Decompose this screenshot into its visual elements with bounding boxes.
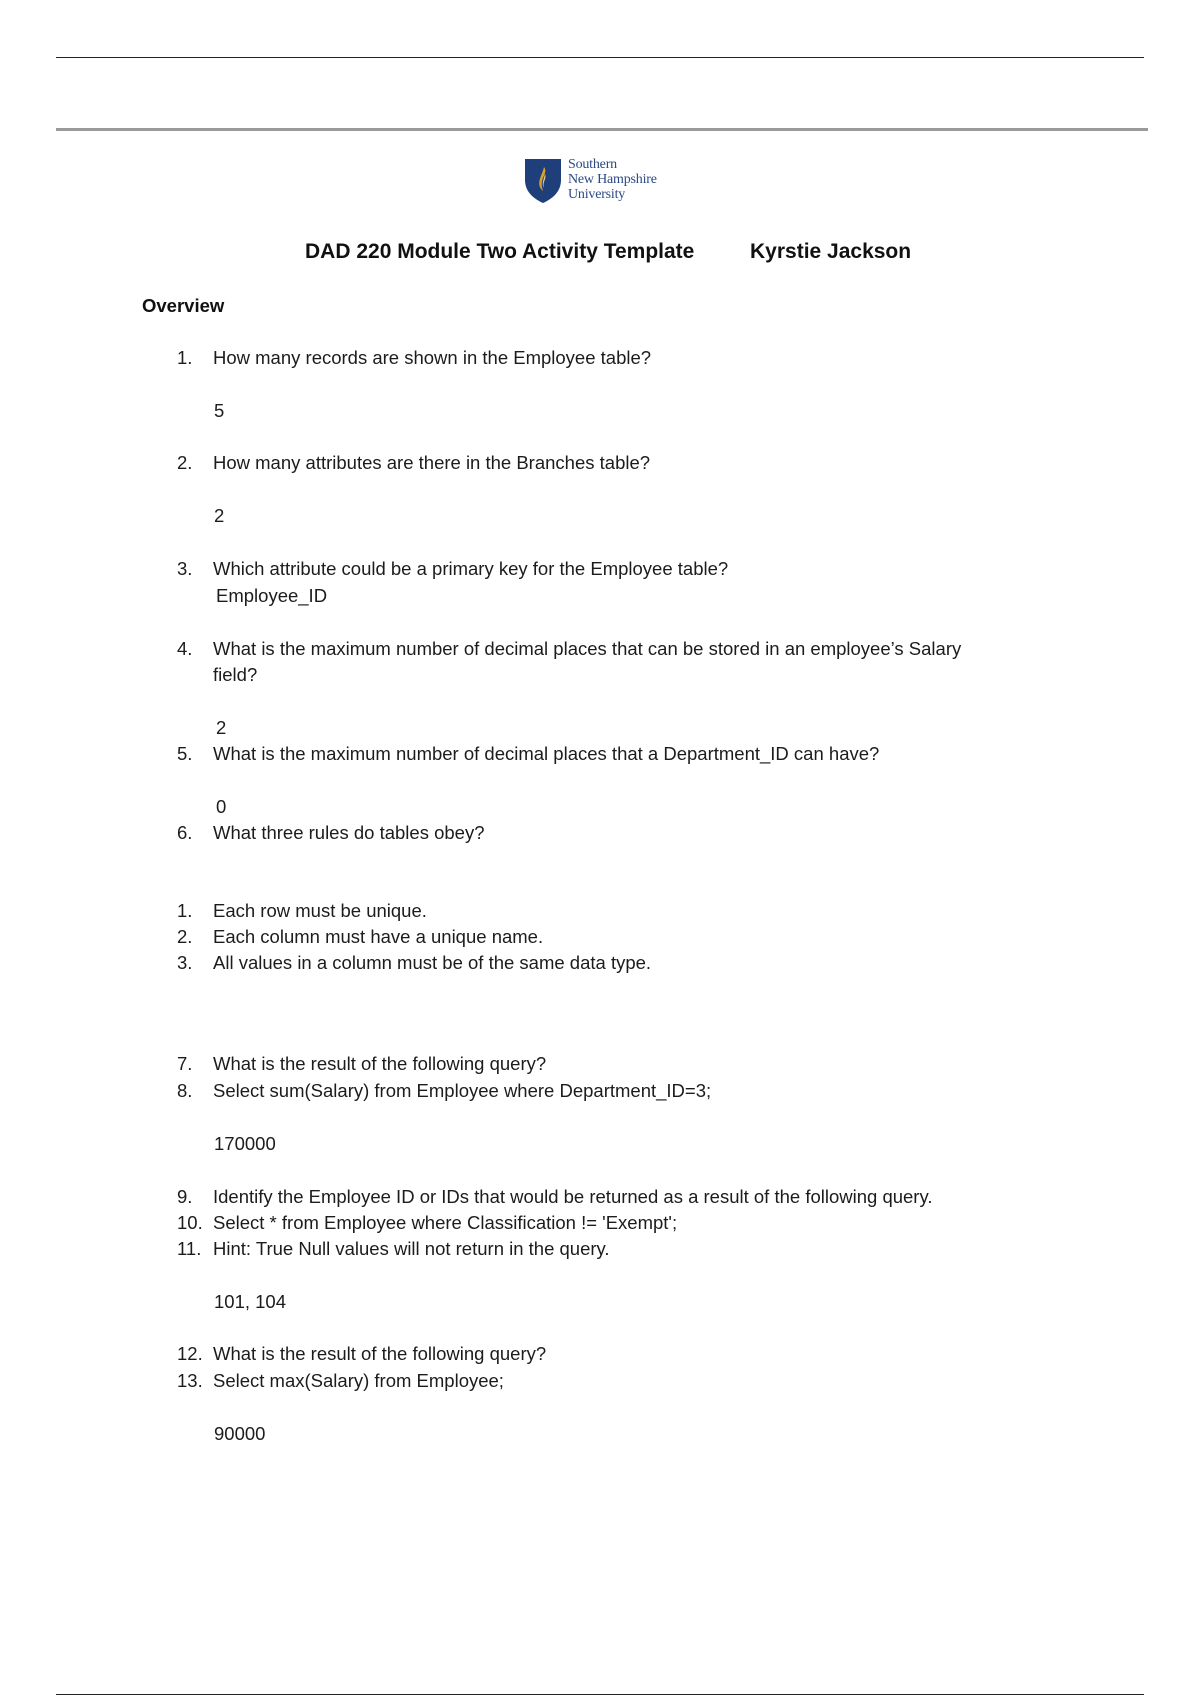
question-number: 4. bbox=[177, 638, 193, 659]
question-text-continued: field? bbox=[213, 664, 258, 685]
question-text: Select max(Salary) from Employee; bbox=[213, 1370, 504, 1391]
question-text: How many attributes are there in the Branches table? bbox=[213, 452, 651, 473]
question-text: Identify the Employee ID or IDs that would be returned as a result of the following query. bbox=[213, 1186, 933, 1207]
question-number: 3. bbox=[177, 558, 193, 579]
answer-text: Employee_ID bbox=[216, 585, 328, 606]
question-number: 9. bbox=[177, 1186, 193, 1207]
question-number: 13. bbox=[177, 1370, 203, 1391]
question-text: Hint: True Null values will not return in the query. bbox=[213, 1238, 610, 1259]
section-heading-overview: Overview bbox=[142, 295, 225, 316]
header-divider bbox=[56, 128, 1148, 131]
rule-number: 3. bbox=[177, 952, 193, 973]
rule-number: 2. bbox=[177, 926, 193, 947]
question-number: 2. bbox=[177, 452, 193, 473]
logo-line-2: New Hampshire bbox=[568, 172, 657, 187]
logo-line-3: University bbox=[568, 187, 626, 202]
question-text: Which attribute could be a primary key for the Employee table? bbox=[213, 558, 729, 579]
rule-text: All values in a column must be of the same data type. bbox=[213, 952, 652, 973]
university-logo bbox=[524, 158, 657, 204]
question-text: Select sum(Salary) from Employee where Department_ID=3; bbox=[213, 1080, 712, 1101]
logo-wordmark bbox=[568, 158, 657, 203]
rule-number: 1. bbox=[177, 900, 193, 921]
answer-text: 90000 bbox=[214, 1423, 266, 1444]
question-number: 6. bbox=[177, 822, 193, 843]
question-number: 11. bbox=[177, 1238, 202, 1259]
author-name: Kyrstie Jackson bbox=[750, 240, 912, 263]
question-text: What is the maximum number of decimal places that can be stored in an employee’s Salary bbox=[213, 638, 962, 659]
question-text: What is the maximum number of decimal places that a Department_ID can have? bbox=[213, 743, 880, 764]
question-text: Select * from Employee where Classification != 'Exempt'; bbox=[213, 1212, 678, 1233]
question-number: 7. bbox=[177, 1053, 193, 1074]
question-number: 8. bbox=[177, 1080, 193, 1101]
rule-text: Each column must have a unique name. bbox=[213, 926, 544, 947]
document-title: DAD 220 Module Two Activity Template bbox=[305, 240, 695, 263]
answer-text: 0 bbox=[216, 796, 227, 817]
shield-icon bbox=[524, 158, 562, 204]
rule-text: Each row must be unique. bbox=[213, 900, 427, 921]
top-rule bbox=[56, 57, 1144, 58]
bottom-rule bbox=[56, 1694, 1144, 1695]
question-number: 1. bbox=[177, 347, 193, 368]
answer-text: 2 bbox=[214, 505, 225, 526]
question-text: What is the result of the following query? bbox=[213, 1053, 547, 1074]
answer-text: 170000 bbox=[214, 1133, 276, 1154]
answer-text: 5 bbox=[214, 400, 225, 421]
question-text: What is the result of the following query? bbox=[213, 1343, 547, 1364]
answer-text: 101, 104 bbox=[214, 1291, 287, 1312]
question-number: 10. bbox=[177, 1212, 203, 1233]
question-number: 5. bbox=[177, 743, 193, 764]
logo-line-1: Southern bbox=[568, 157, 617, 172]
question-number: 12. bbox=[177, 1343, 203, 1364]
answer-text: 2 bbox=[216, 717, 227, 738]
question-text: What three rules do tables obey? bbox=[213, 822, 485, 843]
question-text: How many records are shown in the Employee table? bbox=[213, 347, 652, 368]
